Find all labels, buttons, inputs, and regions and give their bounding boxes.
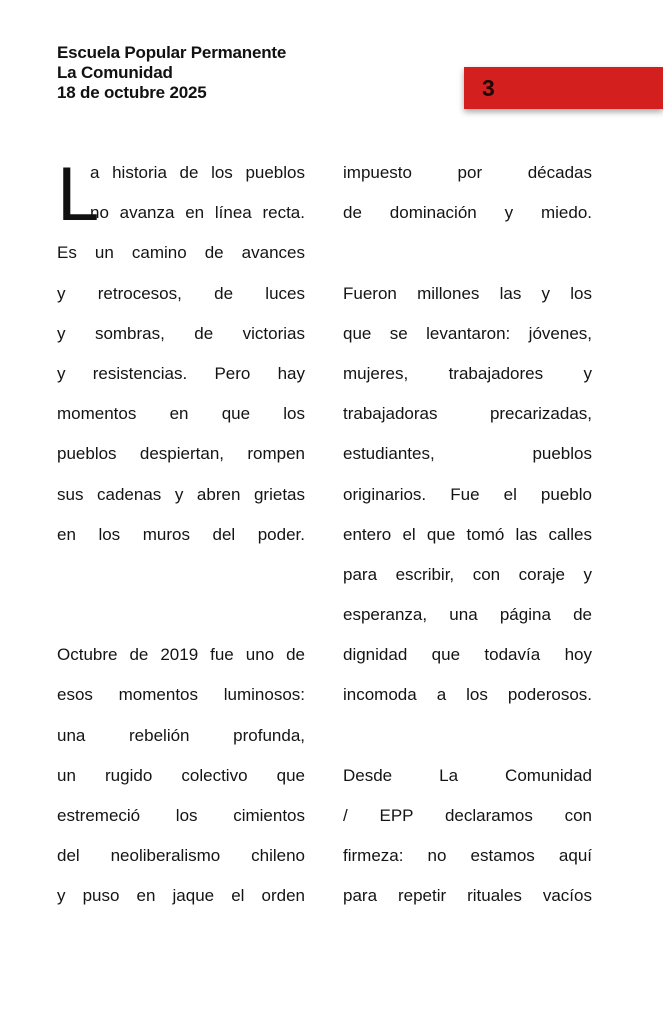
- left-column: [57, 153, 305, 917]
- paragraph-october-2019: [57, 635, 305, 916]
- text-line: estremeció los cimientos: [57, 806, 305, 826]
- text-line: y resistencias. Pero hay: [57, 363, 305, 383]
- text-line: para escribir, con coraje y: [343, 564, 592, 584]
- paragraph-declaration: [343, 756, 592, 917]
- page-number-tab: [464, 67, 663, 109]
- text-line: sus cadenas y abren grietas: [57, 484, 305, 504]
- text-line: Octubre de 2019 fue uno de: [57, 645, 305, 665]
- text-line: a historia de los pueblos: [90, 163, 305, 182]
- text-line: esperanza, una página de: [343, 605, 592, 625]
- header-school-name: Escuela Popular Permanente: [57, 43, 287, 62]
- text-line: / EPP declaramos con: [343, 806, 592, 825]
- text-line: y puso en jaque el orden: [57, 886, 305, 906]
- text-line: y retrocesos, de luces: [57, 283, 305, 303]
- text-line: originarios. Fue el pueblo: [343, 484, 592, 504]
- text-line: de dominación y miedo.: [343, 203, 592, 223]
- text-line: una rebelión profunda,: [57, 725, 305, 745]
- text-line: Fueron millones las y los: [343, 283, 592, 303]
- text-line: incomoda a los poderosos.: [343, 685, 592, 705]
- text-line: no avanza en línea recta.: [90, 203, 305, 223]
- text-line: trabajadoras precarizadas,: [343, 404, 592, 424]
- paragraph-continuation: [343, 153, 592, 233]
- header-community-name: La Comunidad: [57, 63, 173, 82]
- text-line: estudiantes, pueblos: [343, 444, 592, 464]
- text-line: un rugido colectivo que: [57, 765, 305, 785]
- text-line: dignidad que todavía hoy: [343, 645, 592, 665]
- text-line: impuesto por décadas: [343, 163, 592, 182]
- page-number: 3: [482, 75, 495, 101]
- text-line: que se levantaron: jóvenes,: [343, 323, 592, 343]
- text-line: esos momentos luminosos:: [57, 685, 305, 705]
- drop-cap: L: [57, 152, 100, 237]
- text-line: firmeza: no estamos aquí: [343, 846, 592, 866]
- document-header: [57, 43, 286, 103]
- text-line: del neoliberalismo chileno: [57, 846, 305, 866]
- header-date: 18 de octubre 2025: [57, 83, 207, 102]
- text-line: mujeres, trabajadores y: [343, 363, 592, 383]
- text-line: Es un camino de avances: [57, 243, 305, 263]
- paragraph-millions: [343, 274, 592, 716]
- text-line: pueblos despiertan, rompen: [57, 444, 305, 464]
- text-line: para repetir rituales vacíos: [343, 886, 592, 906]
- right-column: [343, 153, 592, 917]
- text-line: momentos en que los: [57, 404, 305, 424]
- text-line: en los muros del poder.: [57, 524, 305, 544]
- text-line: y sombras, de victorias: [57, 323, 305, 343]
- text-line: entero el que tomó las calles: [343, 524, 592, 544]
- text-line: Desde La Comunidad: [343, 765, 592, 785]
